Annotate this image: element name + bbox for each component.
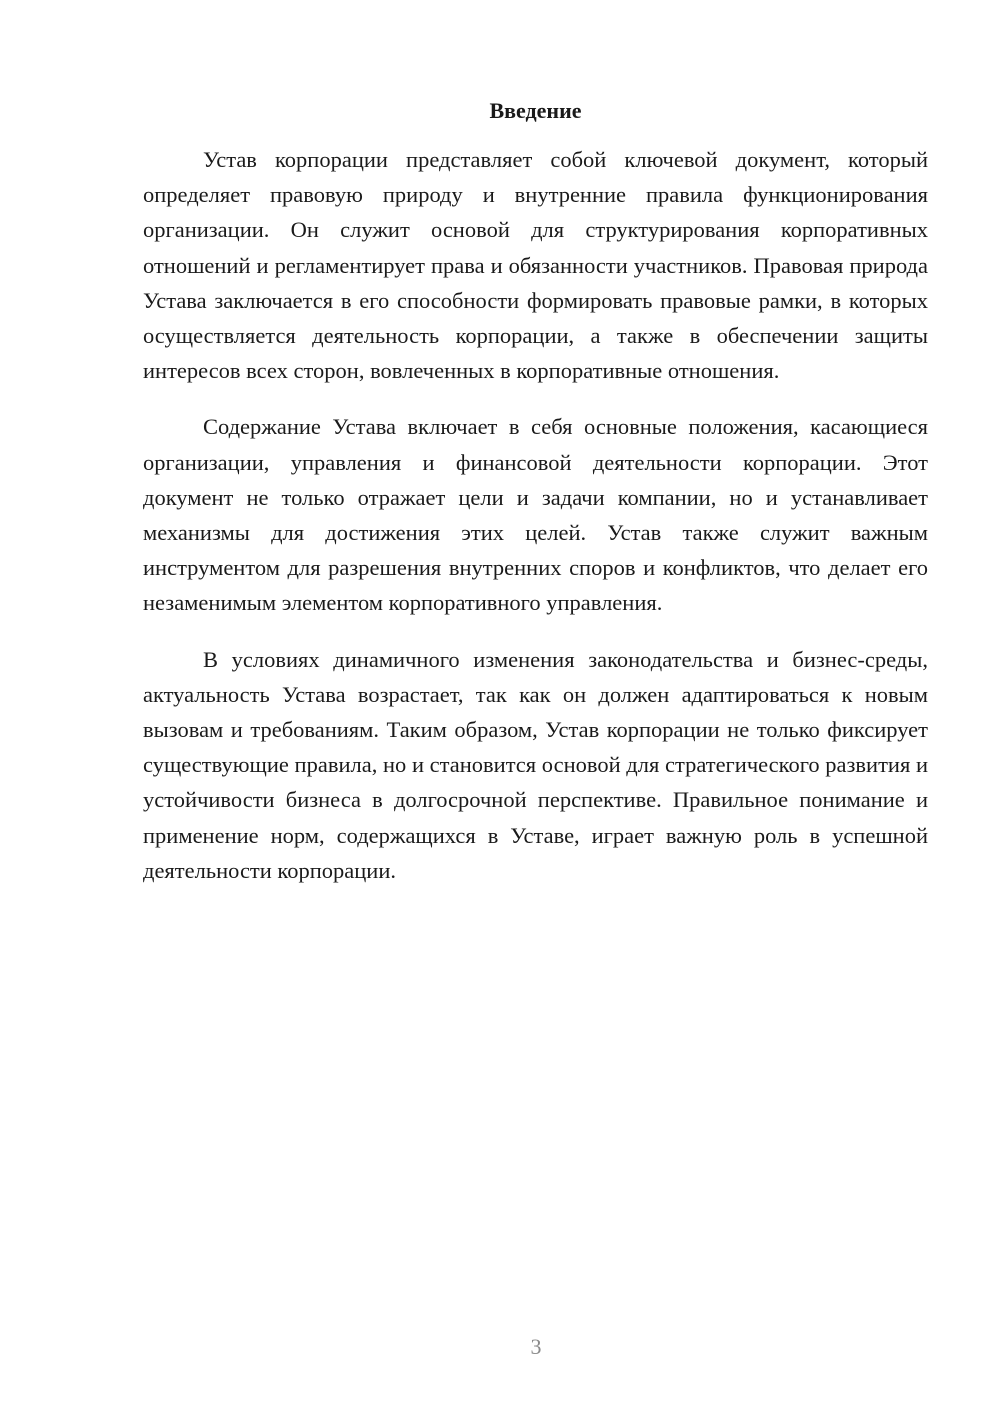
paragraph-2: Содержание Устава включает в себя основные положения, касающиеся организации, управления и финансовой деятельности корпорации. Этот документ не только отражает цели и задачи компании, но и устанавливает механизмы для достижения этих целей. Устав также служит важным инструментом для разрешения внутренних споров и конфликтов, что делает его незаменимым элементом корпоративного управления. [143,414,928,616]
paragraph-3: В условиях динамичного изменения законодательства и бизнес-среды, актуальность Устава возрастает, так как он должен адаптироваться к новым вызовам и требованиям. Таким образом, Устав корпорации не только фиксирует существующие правила, но и становится основой для стратегического развития и устойчивости бизнеса в долгосрочной перспективе. Правильное понимание и применение норм, содержащихся в Уставе, играет важную роль в успешной деятельности корпорации. [143,646,928,883]
page-number: 3 [530,1334,542,1359]
body-text [143,142,928,909]
section-title: Введение [489,98,582,123]
paragraph-1: Устав корпорации представляет собой ключевой документ, который определяет правовую природу и внутренние правила функционирования организации. Он служит основой для структурирования корпоративных отношений и регламентирует права и обязанности участников. Правовая природа Устава заключается в его способности формировать правовые рамки, в которых осуществляется деятельность корпорации, а также в обеспечении защиты интересов всех сторон, вовлеченных в корпоративные отношения. [143,147,928,384]
